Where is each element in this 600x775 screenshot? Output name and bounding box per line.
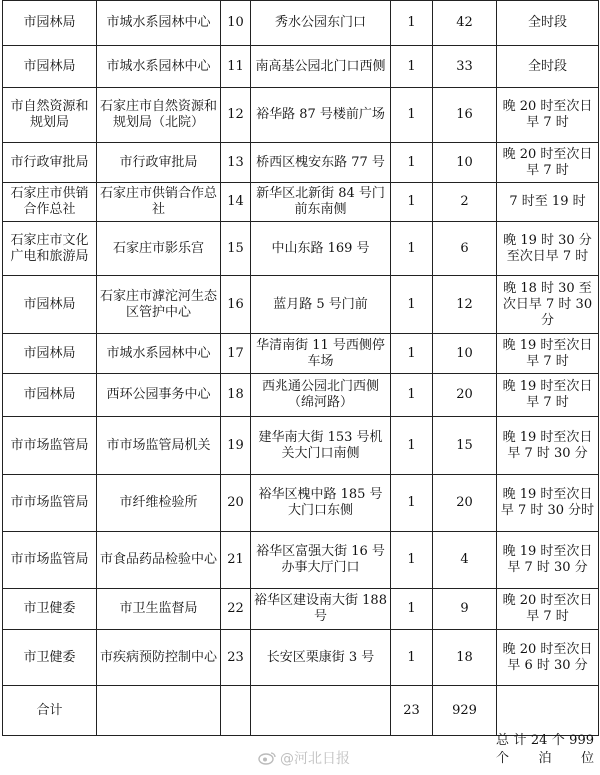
number-cell: 21 — [221, 532, 251, 589]
dept-cell: 市市场监管局 — [3, 532, 97, 589]
total-empty — [221, 686, 251, 736]
time-cell: 晚 18 时 30 至次日早 7 时 30 分 — [497, 276, 599, 334]
table-row — [3, 276, 599, 334]
spaces-cell: 15 — [433, 417, 497, 475]
location-cell: 华清南街 11 号西侧停车场 — [251, 334, 391, 374]
dept-cell: 市园林局 — [3, 276, 97, 334]
total-empty — [497, 686, 599, 736]
count-cell: 1 — [391, 88, 433, 143]
number-cell: 22 — [221, 589, 251, 630]
unit-cell: 市行政审批局 — [97, 143, 221, 183]
number-cell: 16 — [221, 276, 251, 334]
table-row — [3, 630, 599, 686]
weibo-watermark — [258, 748, 350, 768]
location-cell: 裕华区建设南大街 188 号 — [251, 589, 391, 630]
table-row — [3, 417, 599, 475]
number-cell: 15 — [221, 222, 251, 276]
time-cell: 7 时至 19 时 — [497, 183, 599, 222]
time-cell: 晚 19 时至次日早 7 时 — [497, 374, 599, 417]
unit-cell: 市城水系园林中心 — [97, 1, 221, 46]
table-row — [3, 222, 599, 276]
total-spaces: 929 — [433, 686, 497, 736]
unit-cell: 西环公园事务中心 — [97, 374, 221, 417]
time-cell: 晚 20 时至次日早 7 时 — [497, 589, 599, 630]
spaces-cell: 10 — [433, 334, 497, 374]
table-body — [3, 1, 599, 736]
unit-cell: 市市场监管局机关 — [97, 417, 221, 475]
number-cell: 17 — [221, 334, 251, 374]
dept-cell: 市园林局 — [3, 46, 97, 88]
parking-table — [2, 0, 599, 736]
count-cell: 1 — [391, 532, 433, 589]
number-cell: 13 — [221, 143, 251, 183]
total-empty — [97, 686, 221, 736]
unit-cell: 市城水系园林中心 — [97, 334, 221, 374]
spaces-cell: 10 — [433, 143, 497, 183]
table-row — [3, 143, 599, 183]
dept-cell: 市园林局 — [3, 1, 97, 46]
spaces-cell: 33 — [433, 46, 497, 88]
location-cell: 中山东路 169 号 — [251, 222, 391, 276]
total-empty — [251, 686, 391, 736]
table-row — [3, 532, 599, 589]
number-cell: 23 — [221, 630, 251, 686]
time-cell: 晚 19 时至次日早 7 时 30 分 — [497, 417, 599, 475]
dept-cell: 石家庄市供销合作总社 — [3, 183, 97, 222]
location-cell: 长安区栗康街 3 号 — [251, 630, 391, 686]
time-cell: 晚 19 时至次日早 7 时 30 分 — [497, 532, 599, 589]
spaces-cell: 6 — [433, 222, 497, 276]
location-cell: 秀水公园东门口 — [251, 1, 391, 46]
dept-cell: 市卫健委 — [3, 589, 97, 630]
count-cell: 1 — [391, 46, 433, 88]
number-cell: 14 — [221, 183, 251, 222]
summary-note: 总 计 24 个 999 个泊位 — [496, 733, 594, 766]
dept-cell: 市市场监管局 — [3, 475, 97, 532]
time-cell: 晚 20 时至次日早 7 时 — [497, 143, 599, 183]
dept-cell: 市园林局 — [3, 374, 97, 417]
count-cell: 1 — [391, 475, 433, 532]
time-cell: 晚 19 时 30 分至次日早 7 时 — [497, 222, 599, 276]
spaces-cell: 9 — [433, 589, 497, 630]
number-cell: 10 — [221, 1, 251, 46]
unit-cell: 石家庄市供销合作总社 — [97, 183, 221, 222]
spaces-cell: 18 — [433, 630, 497, 686]
location-cell: 南高基公园北门口西侧 — [251, 46, 391, 88]
unit-cell: 石家庄市自然资源和规划局（北院） — [97, 88, 221, 143]
table-row — [3, 589, 599, 630]
count-cell: 1 — [391, 143, 433, 183]
table-row — [3, 475, 599, 532]
location-cell: 西兆通公园北门西侧（绵河路） — [251, 374, 391, 417]
table-row — [3, 1, 599, 46]
weibo-logo-icon — [258, 751, 276, 765]
time-cell: 晚 20 时至次日早 6 时 30 分 — [497, 630, 599, 686]
unit-cell: 石家庄市滹沱河生态区管护中心 — [97, 276, 221, 334]
time-cell: 晚 19 时至次日早 7 时 — [497, 334, 599, 374]
location-cell: 蓝月路 5 号门前 — [251, 276, 391, 334]
unit-cell: 市城水系园林中心 — [97, 46, 221, 88]
count-cell: 1 — [391, 417, 433, 475]
watermark-text: @河北日报 — [280, 751, 350, 767]
location-cell: 桥西区槐安东路 77 号 — [251, 143, 391, 183]
dept-cell: 市行政审批局 — [3, 143, 97, 183]
spaces-cell: 16 — [433, 88, 497, 143]
number-cell: 12 — [221, 88, 251, 143]
unit-cell: 市疾病预防控制中心 — [97, 630, 221, 686]
number-cell: 18 — [221, 374, 251, 417]
location-cell: 裕华区槐中路 185 号大门口东侧 — [251, 475, 391, 532]
location-cell: 裕华区富强大街 16 号办事大厅门口 — [251, 532, 391, 589]
dept-cell: 市卫健委 — [3, 630, 97, 686]
dept-cell: 石家庄市文化广电和旅游局 — [3, 222, 97, 276]
location-cell: 建华南大街 153 号机关大门口南侧 — [251, 417, 391, 475]
count-cell: 1 — [391, 222, 433, 276]
spaces-cell: 20 — [433, 374, 497, 417]
time-cell: 晚 19 时至次日早 7 时 30 分时 — [497, 475, 599, 532]
total-label: 合计 — [3, 686, 97, 736]
count-cell: 1 — [391, 183, 433, 222]
table-row — [3, 88, 599, 143]
total-row — [3, 686, 599, 736]
time-cell: 全时段 — [497, 1, 599, 46]
count-cell: 1 — [391, 276, 433, 334]
spaces-cell: 42 — [433, 1, 497, 46]
table-row — [3, 46, 599, 88]
spaces-cell: 4 — [433, 532, 497, 589]
count-cell: 1 — [391, 334, 433, 374]
spaces-cell: 2 — [433, 183, 497, 222]
count-cell: 1 — [391, 374, 433, 417]
location-cell: 裕华路 87 号楼前广场 — [251, 88, 391, 143]
unit-cell: 市食品药品检验中心 — [97, 532, 221, 589]
dept-cell: 市园林局 — [3, 334, 97, 374]
number-cell: 20 — [221, 475, 251, 532]
unit-cell: 市卫生监督局 — [97, 589, 221, 630]
total-count: 23 — [391, 686, 433, 736]
dept-cell: 市自然资源和规划局 — [3, 88, 97, 143]
count-cell: 1 — [391, 630, 433, 686]
dept-cell: 市市场监管局 — [3, 417, 97, 475]
count-cell: 1 — [391, 589, 433, 630]
count-cell: 1 — [391, 1, 433, 46]
unit-cell: 石家庄市影乐宫 — [97, 222, 221, 276]
time-cell: 晚 20 时至次日早 7 时 — [497, 88, 599, 143]
time-cell: 全时段 — [497, 46, 599, 88]
location-cell: 新华区北新街 84 号门前东南侧 — [251, 183, 391, 222]
number-cell: 19 — [221, 417, 251, 475]
table-row — [3, 183, 599, 222]
spaces-cell: 20 — [433, 475, 497, 532]
table-row — [3, 374, 599, 417]
spaces-cell: 12 — [433, 276, 497, 334]
unit-cell: 市纤维检验所 — [97, 475, 221, 532]
table-row — [3, 334, 599, 374]
number-cell: 11 — [221, 46, 251, 88]
